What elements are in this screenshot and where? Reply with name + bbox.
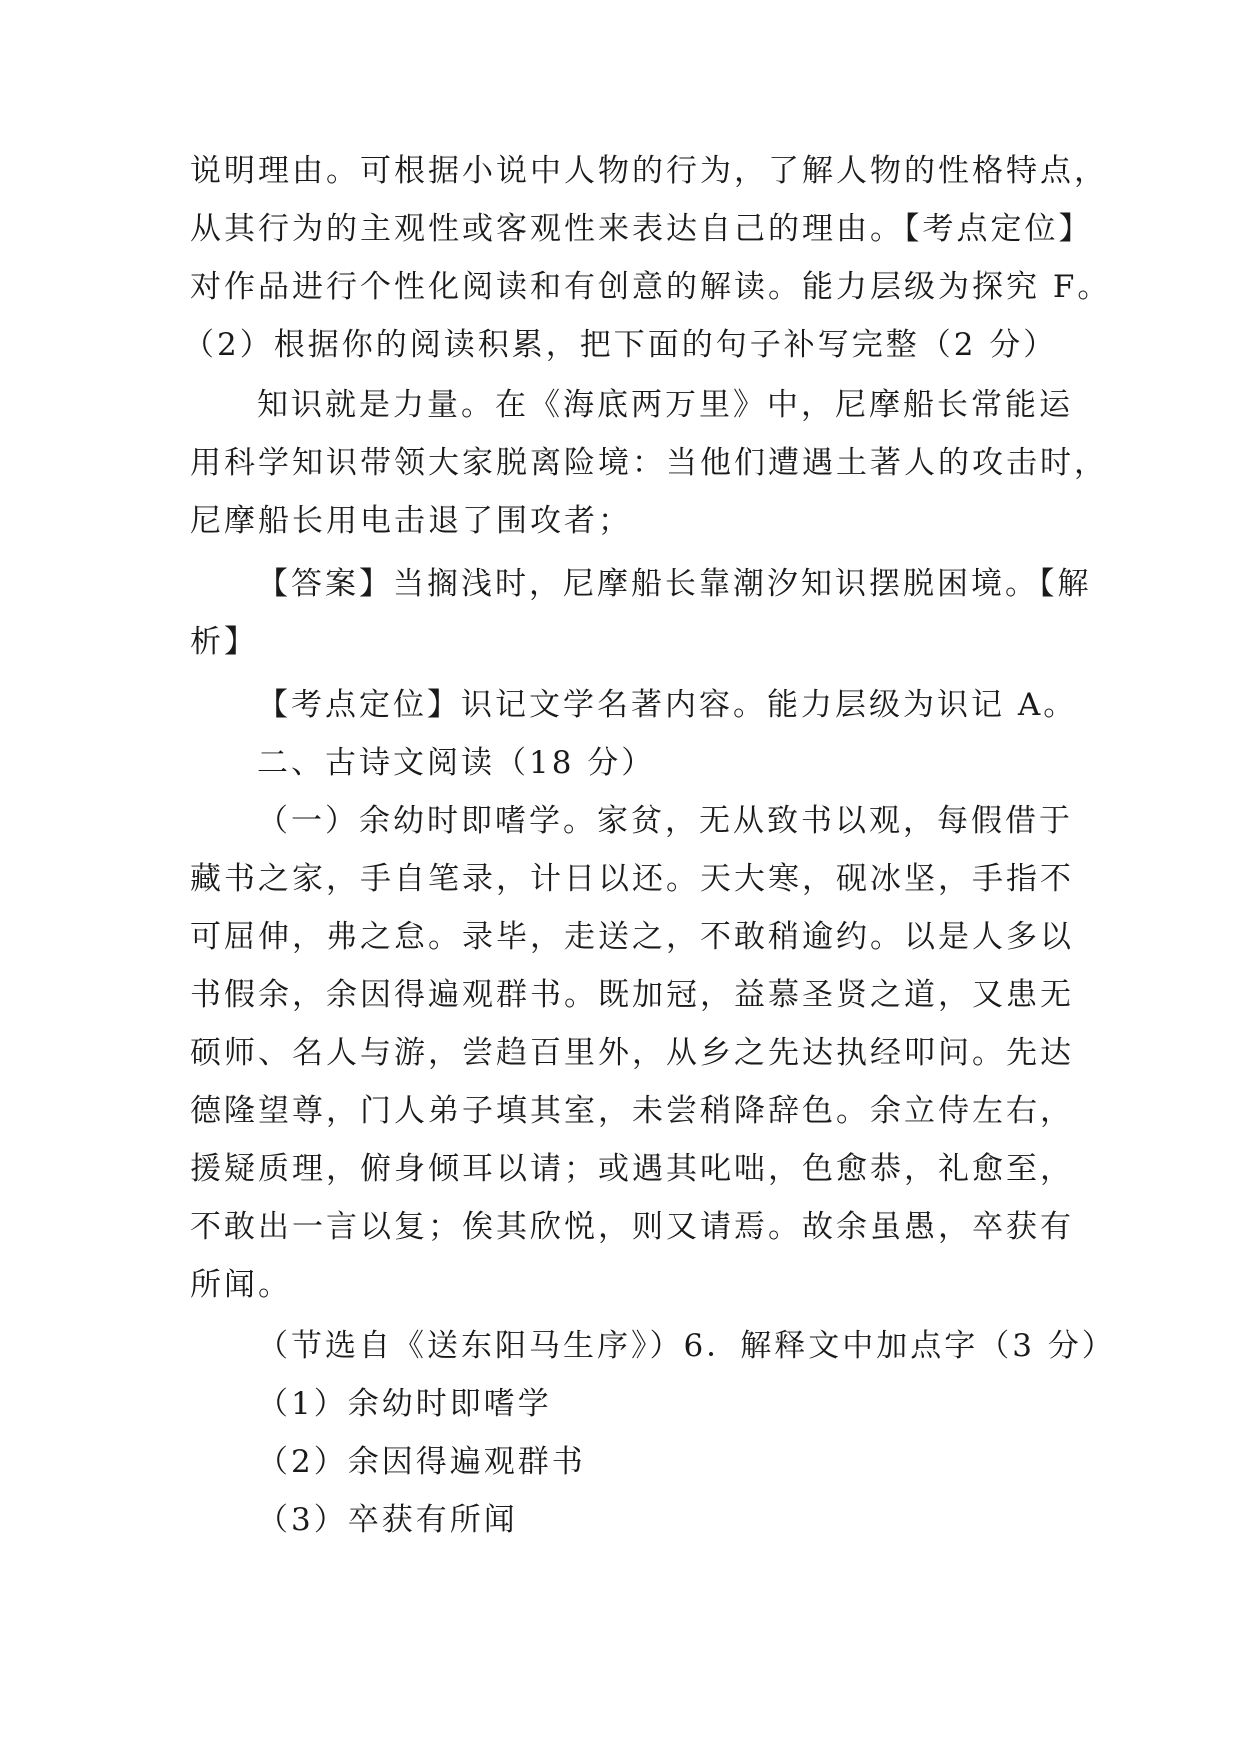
passage-line: 可屈伸，弗之怠。录毕，走送之，不敢稍逾约。以是人多以: [190, 919, 1074, 955]
section-heading: 二、古诗文阅读（18 分）: [257, 745, 656, 781]
text-line: 说明理由。可根据小说中人物的行为，了解人物的性格特点，: [190, 153, 1108, 189]
sub-question: （1）余幼时即嗜学: [257, 1386, 552, 1422]
passage-line: 所闻。: [190, 1267, 292, 1303]
text-line: 从其行为的主观性或客观性来表达自己的理由。【考点定位】: [190, 211, 1093, 247]
text-line: 【考点定位】识记文学名著内容。能力层级为识记 A。: [257, 687, 1078, 723]
sub-question: （3）卒获有所闻: [257, 1502, 518, 1538]
text-line: 用科学知识带领大家脱离险境：当他们遭遇土著人的攻击时，: [190, 445, 1108, 481]
text-line: 析】: [190, 624, 258, 660]
passage-line: 书假余，余因得遍观群书。既加冠，益慕圣贤之道，又患无: [190, 977, 1074, 1013]
passage-line: 德隆望尊，门人弟子填其室，未尝稍降辞色。余立侍左右，: [190, 1093, 1074, 1129]
text-line: 知识就是力量。在《海底两万里》中，尼摩船长常能运: [257, 387, 1073, 423]
sub-question: （2）余因得遍观群书: [257, 1444, 586, 1480]
answer-line: 【答案】当搁浅时，尼摩船长靠潮汐知识摆脱困境。【解: [257, 566, 1092, 602]
passage-line: （一）余幼时即嗜学。家贫，无从致书以观，每假借于: [257, 803, 1073, 839]
passage-line: 硕师、名人与游，尝趋百里外，从乡之先达执经叩问。先达: [190, 1035, 1074, 1071]
question-heading: （节选自《送东阳马生序》）6．解释文中加点字（3 分）: [257, 1328, 1116, 1364]
passage-line: 不敢出一言以复；俟其欣悦，则又请焉。故余虽愚，卒获有: [190, 1209, 1074, 1245]
text-line: 尼摩船长用电击退了围攻者；: [190, 503, 632, 539]
passage-line: 援疑质理，俯身倾耳以请；或遇其叱咄，色愈恭，礼愈至，: [190, 1151, 1074, 1187]
text-line: 对作品进行个性化阅读和有创意的解读。能力层级为探究 F。: [190, 269, 1112, 305]
passage-line: 藏书之家，手自笔录，计日以还。天大寒，砚冰坚，手指不: [190, 861, 1074, 897]
question-heading: （2）根据你的阅读积累，把下面的句子补写完整（2 分）: [183, 327, 1058, 363]
